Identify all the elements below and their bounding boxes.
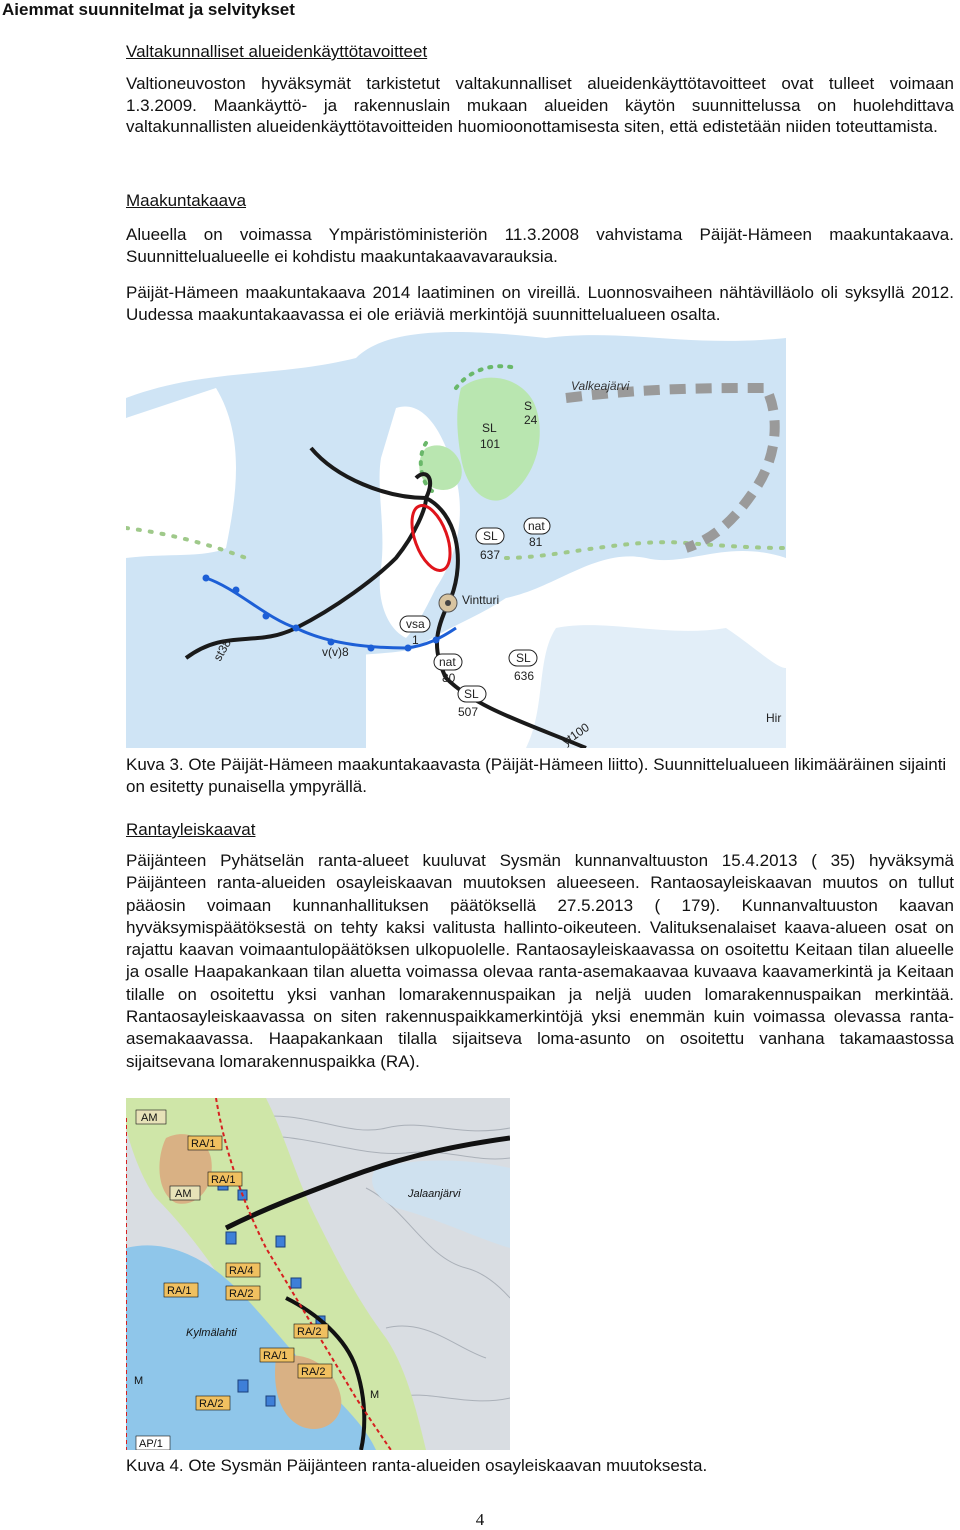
map3-label-sl1-num: 101 bbox=[480, 437, 501, 451]
map3-label-sl2-num: 637 bbox=[480, 548, 501, 562]
map3-label-nat2-num: 80 bbox=[442, 671, 456, 685]
map3-label-sl2: SL bbox=[483, 529, 498, 543]
map3-label-sl1: SL bbox=[482, 421, 497, 435]
map4-label-ap: AP/1 bbox=[139, 1438, 163, 1450]
map3-label-st: st38 bbox=[210, 636, 234, 664]
map3-label-nat1: nat bbox=[528, 519, 545, 533]
map4-label-ra8: RA/2 bbox=[301, 1366, 326, 1378]
map4-label-am2: AM bbox=[175, 1188, 192, 1200]
figure-4-map bbox=[126, 1098, 510, 1450]
map3-label-yt: yt100 bbox=[559, 720, 592, 748]
map3-place-label: Vintturi bbox=[462, 593, 500, 607]
paragraph-valtakunnalliset: Valtioneuvoston hyväksymät tarkistetut valtakunnalliset alueidenkäyttötavoitteet ovat tulleet voimaan 1.3.2009. Maankäyttö- ja rakennuslain mukaan alueiden käytön suunnittelussa on huolehdittava valtakunnallisten alueidenkäyttötavoitteiden huomioonottamisesta siten, että edistetään niiden toteuttamista. bbox=[126, 74, 954, 136]
map3-label-sl4-num: 507 bbox=[458, 705, 479, 719]
map3-label-sl3: SL bbox=[516, 651, 531, 665]
map3-label-hi: Hir bbox=[766, 711, 782, 725]
map3-label-sl3-num: 636 bbox=[514, 669, 535, 683]
figure-3-map bbox=[126, 328, 786, 748]
map4-label-ra9: RA/2 bbox=[199, 1398, 224, 1410]
paragraph-maakuntakaava-1: Alueella on voimassa Ympäristöministeriön 11.3.2008 vahvistama Päijät-Hämeen maakuntakaava. Suunnittelualueelle ei kohdistu maakuntakaavavarauksia. bbox=[126, 225, 954, 266]
map4-label-ra6: RA/2 bbox=[297, 1326, 322, 1338]
map3-label-vsa-num: 1 bbox=[412, 633, 419, 647]
map4-label-ra7: RA/1 bbox=[263, 1350, 288, 1362]
map4-label-ra1: RA/1 bbox=[191, 1138, 216, 1150]
map4-label-ra4: RA/1 bbox=[167, 1285, 192, 1297]
map3-label-s: S bbox=[524, 399, 533, 413]
heading-rantayleiskaavat: Rantayleiskaavat bbox=[126, 820, 256, 839]
page-number: 4 bbox=[475, 1510, 485, 1529]
map4-label-m2: M bbox=[370, 1389, 380, 1401]
map3-label-nat1-num: 81 bbox=[529, 535, 543, 549]
map3-label-vsa: vsa bbox=[406, 617, 425, 631]
map4-lake-label: Jalaanjärvi bbox=[408, 1188, 461, 1200]
heading-maakuntakaava: Maakuntakaava bbox=[126, 191, 247, 210]
paragraph-rantayleiskaavat: Päijänteen Pyhätselän ranta-alueet kuuluvat Sysmän kunnanvaltuuston 15.4.2013 ( 35) hyväksymä Päijänteen ranta-alueiden osayleiskaavan muutoksen alueeseen. Rantaosayleiskaavan muutos on tullut pääosin voimaan kunnanhallituksen päätöksellä 27.5.2013 ( 179). Kunnanvaltuuston kaavan hyväksymispäätöksestä on tehty kaksi valitusta hallinto-oikeuteen. Valituksenalaiset kaava-alueen osat on rajattu kaavan voimaantulopäätöksen ulkopuolelle. Rantaosayleiskaavassa on osoitettu Keitaan tilan alueelle ja osalle Haapakankaan tilan aluetta voimassa olevaa ranta-asemakaavaa kuvaava kaavamerkintä ja Keitaan tilalle on osoitettu yksi vanhan lomarakennuspaikan ja neljä uuden lomarakennuspaikan merkintää. Rantaosayleiskaavassa on siten rakennuspaikkamerkintöjä yksi enemmän kuin voimassa olevassa ranta-asemakaavassa. Haapakankaan tilalla sijaitseva loma-asunto on osoitettu vanhana takamaastossa sijaitsevana lomarakennuspaikka (RA). bbox=[126, 851, 954, 1071]
map3-label-s-num: 24 bbox=[524, 413, 538, 427]
figure-3-caption: Kuva 3. Ote Päijät-Hämeen maakuntakaavasta (Päijät-Hämeen liitto). Suunnittelualueen likimääräinen sijainti on esitetty punaisella ympyrällä. bbox=[126, 755, 947, 796]
map3-lake-label: Valkeajärvi bbox=[571, 379, 630, 393]
map3-label-nat2: nat bbox=[439, 655, 456, 669]
map4-label-ra2: RA/1 bbox=[211, 1174, 236, 1186]
map3-label-sl4: SL bbox=[464, 687, 479, 701]
map4-kylma-label: Kylmälahti bbox=[186, 1327, 237, 1339]
figure-4-caption: Kuva 4. Ote Sysmän Päijänteen ranta-alueiden osayleiskaavan muutoksesta. bbox=[126, 1456, 708, 1475]
map4-label-ra3: RA/4 bbox=[229, 1265, 254, 1277]
map4-label-am1: AM bbox=[141, 1112, 158, 1124]
paragraph-maakuntakaava-2: Päijät-Hämeen maakuntakaava 2014 laatiminen on vireillä. Luonnosvaiheen nähtävilläolo oli syksyllä 2012. Uudessa maakuntakaavassa ei ole eriäviä merkintöjä suunnittelualueen osalta. bbox=[126, 283, 954, 324]
map4-label-m1: M bbox=[134, 1375, 144, 1387]
map3-label-road: v(v)8 bbox=[322, 645, 349, 659]
map4-label-ra5: RA/2 bbox=[229, 1288, 254, 1300]
heading-valtakunnalliset: Valtakunnalliset alueidenkäyttötavoitteet bbox=[126, 42, 428, 61]
page-header: Aiemmat suunnitelmat ja selvitykset bbox=[2, 0, 295, 19]
